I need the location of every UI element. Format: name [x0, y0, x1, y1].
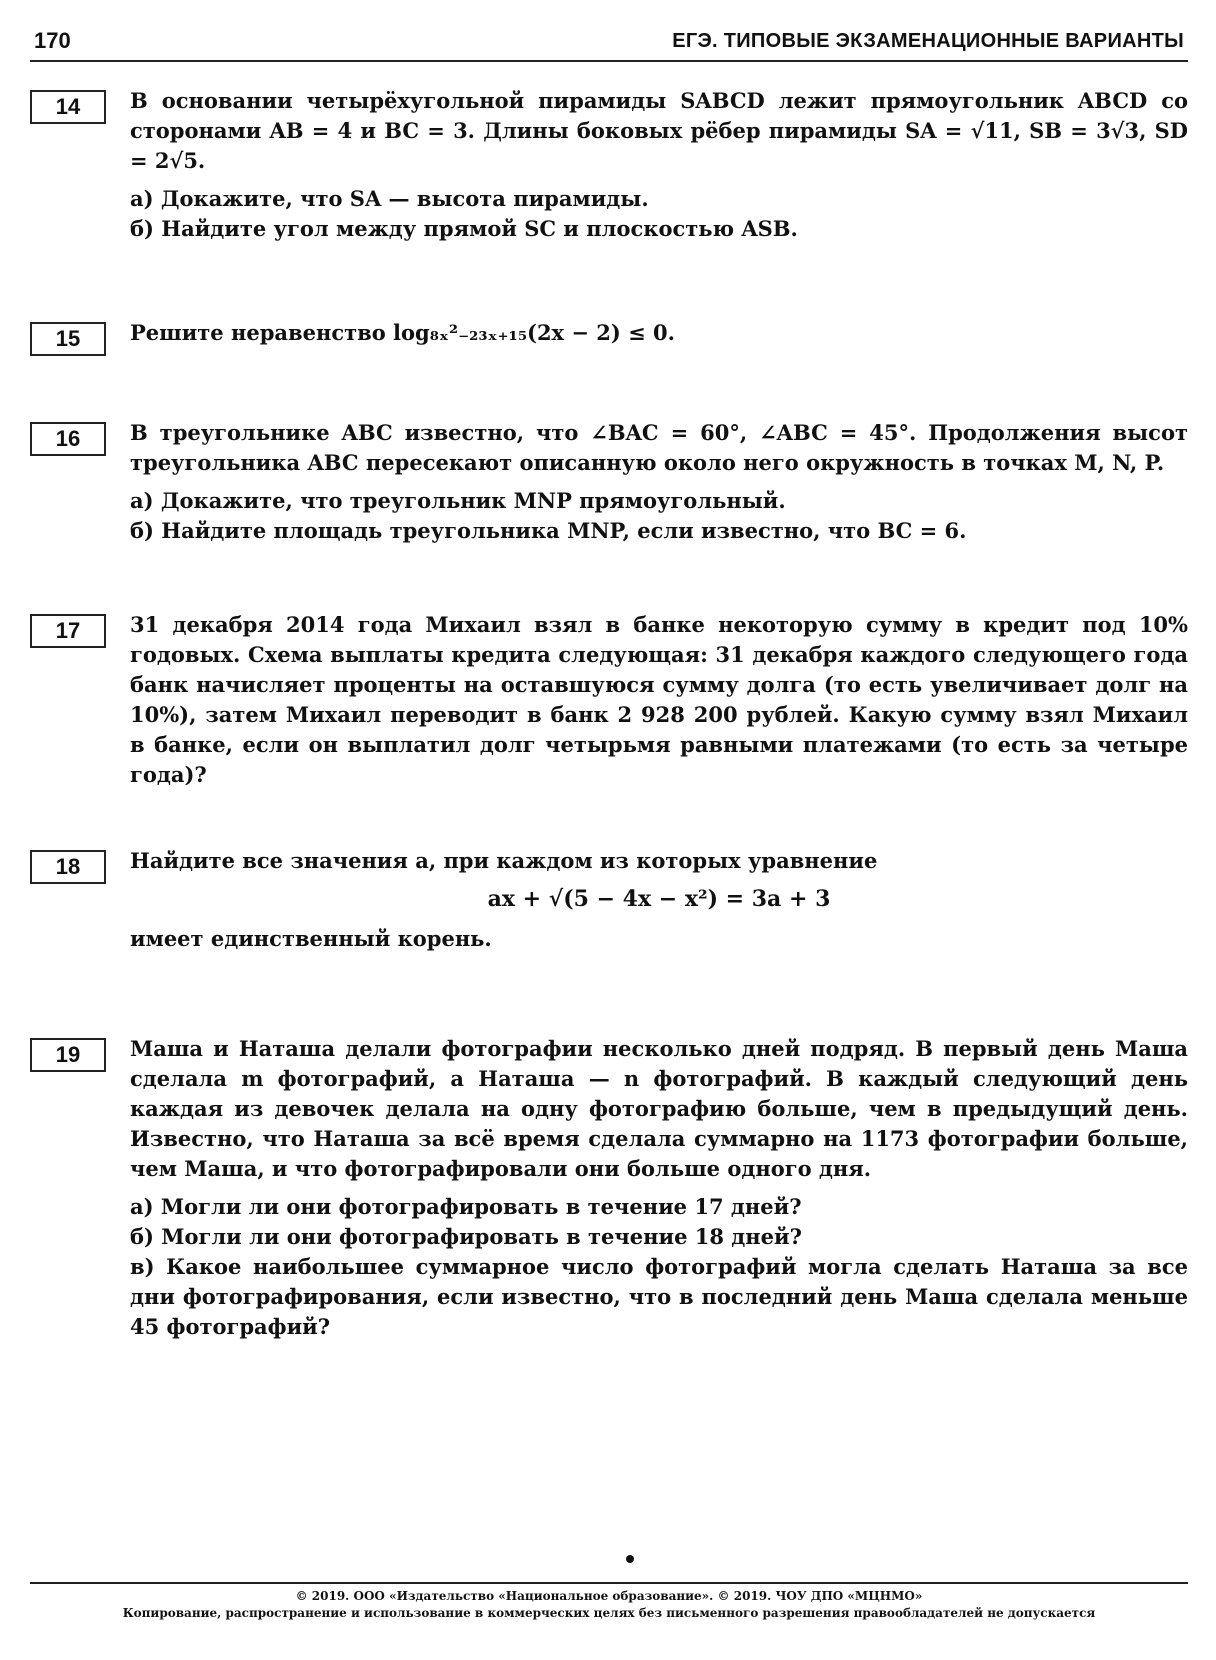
task-text: Найдите все значения a, при каждом из которых уравнение — [130, 848, 878, 873]
page-dot — [626, 1555, 634, 1563]
header-title: ЕГЭ. ТИПОВЫЕ ЭКЗАМЕНАЦИОННЫЕ ВАРИАНТЫ — [672, 30, 1184, 52]
task-part: б) Найдите площадь треугольника MNP, если известно, что BC = 6. — [130, 518, 967, 543]
task-16 — [30, 418, 1188, 546]
task-part: б) Могли ли они фотографировать в течение 18 дней? — [130, 1224, 802, 1249]
task-text-after: имеет единственный корень. — [130, 926, 492, 951]
task-number: 15 — [30, 322, 106, 356]
task-part: а) Могли ли они фотографировать в течение 17 дней? — [130, 1194, 802, 1219]
task-text: В треугольнике ABC известно, что ∠BAC = 60°, ∠ABC = 45°. Продолжения высот треугольника ABC пересекают описанную около него окружность в точках M, N, P. — [130, 420, 1188, 475]
rights-notice: Копирование, распространение и использование в коммерческих целях без письменного разрешения правообладателей не допускается — [122, 1606, 1096, 1620]
task-17 — [30, 610, 1188, 790]
task-number: 19 — [30, 1038, 106, 1072]
task-part: в) Какое наибольшее суммарное число фотографий могла сделать Наташа за все дни фотографирования, если известно, что в последний день Маша сделала меньше 45 фотографий? — [130, 1254, 1188, 1339]
page-footer — [30, 1582, 1188, 1622]
copyright-line: © 2019. ООО «Издательство «Национальное образование». © 2019. ЧОУ ДПО «МЦНМО» — [295, 1589, 923, 1603]
equation: ax + √(5 − 4x − x²) = 3a + 3 — [487, 886, 831, 912]
page-number: 170 — [34, 28, 71, 53]
task-15 — [30, 318, 1188, 351]
task-part: а) Докажите, что треугольник MNP прямоугольный. — [130, 488, 786, 513]
task-text: Решите неравенство log₈ₓ²₋₂₃ₓ₊₁₅(2x − 2) ≤ 0. — [130, 320, 675, 345]
task-number: 16 — [30, 422, 106, 456]
task-14 — [30, 86, 1188, 244]
task-part: а) Докажите, что SA — высота пирамиды. — [130, 186, 649, 211]
page-header — [30, 24, 1188, 62]
task-part: б) Найдите угол между прямой SC и плоскостью ASB. — [130, 216, 798, 241]
task-number: 17 — [30, 614, 106, 648]
task-18 — [30, 846, 1188, 954]
task-text: Маша и Наташа делали фотографии несколько дней подряд. В первый день Маша сделала m фотографий, а Наташа — n фотографий. В каждый следующий день каждая из девочек делала на одну фотографию больше, чем в предыдущий день. Известно, что Наташа за всё время сделала суммарно на 1173 фотографии больше, чем Маша, и что фотографировали они больше одного дня. — [130, 1036, 1188, 1181]
task-number: 14 — [30, 90, 106, 124]
task-text: В основании четырёхугольной пирамиды SABCD лежит прямоугольник ABCD со сторонами AB = 4 и BC = 3. Длины боковых рёбер пирамиды SA = √11, SB = 3√3, SD = 2√5. — [130, 88, 1188, 173]
task-text: 31 декабря 2014 года Михаил взял в банке некоторую сумму в кредит под 10% годовых. Схема выплаты кредита следующая: 31 декабря каждого следующего года банк начисляет проценты на оставшуюся сумму долга (то есть увеличивает долг на 10%), затем Михаил переводит в банк 2 928 200 рублей. Какую сумму взял Михаил в банке, если он выплатил долг четырьмя равными платежами (то есть за четыре года)? — [130, 612, 1188, 787]
task-19 — [30, 1034, 1188, 1342]
task-number: 18 — [30, 850, 106, 884]
